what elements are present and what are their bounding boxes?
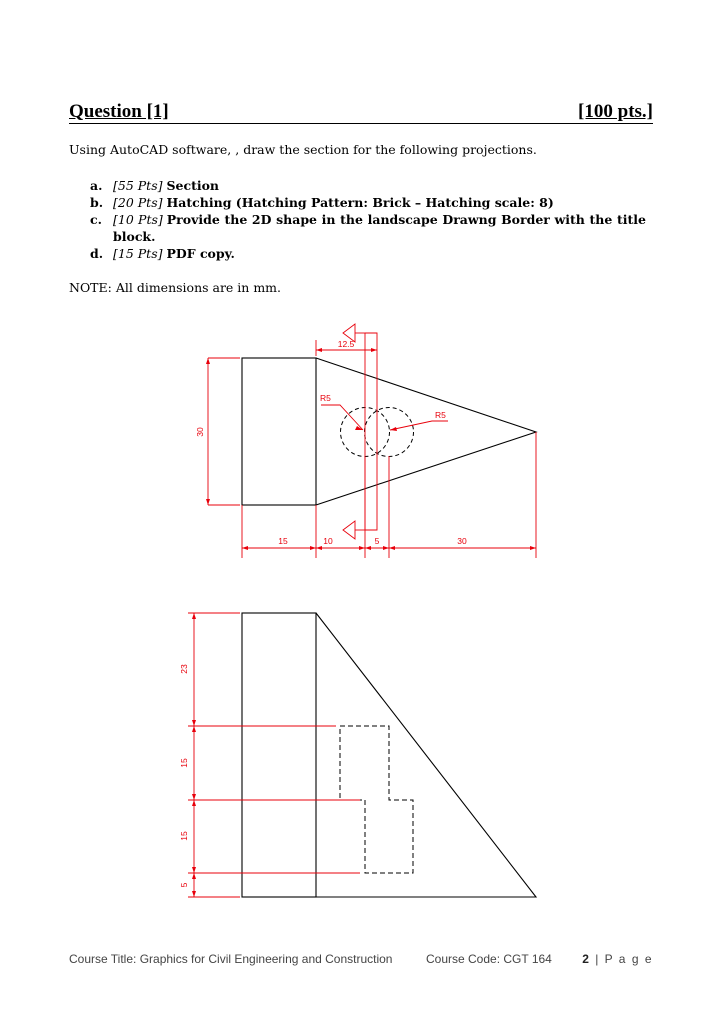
front-view-rectangle xyxy=(242,613,316,897)
intro-text: Using AutoCAD software, , draw the section for the following projections. xyxy=(69,142,537,157)
dim-23-label: 23 xyxy=(179,664,189,674)
task-description: Section xyxy=(166,178,220,193)
course-title: Course Title: Graphics for Civil Engineering and Construction xyxy=(69,952,393,966)
dim-5-label: 5 xyxy=(374,536,380,546)
leader-r5-right xyxy=(390,421,448,430)
front-view xyxy=(179,613,536,897)
task-description: PDF copy. xyxy=(166,246,235,261)
task-marker: b. xyxy=(90,195,104,210)
page-label: | P a g e xyxy=(595,952,653,966)
page-number: 2 xyxy=(582,952,591,966)
task-points: [15 Pts] xyxy=(113,246,163,261)
dim-30-horizontal-label: 30 xyxy=(457,536,467,546)
task-marker: d. xyxy=(90,246,104,261)
front-view-outline xyxy=(242,613,536,897)
page-indicator xyxy=(582,952,653,966)
top-view-wedge xyxy=(316,358,536,505)
front-view-triangle xyxy=(316,613,536,897)
task-points: [55 Pts] xyxy=(113,178,163,193)
dim-15-lower-label: 15 xyxy=(179,831,189,841)
page-footer xyxy=(69,952,653,968)
question-title: Question [1] xyxy=(69,101,169,122)
note-text: NOTE: All dimensions are in mm. xyxy=(69,280,282,295)
task-marker: c. xyxy=(90,212,102,227)
cutting-plane-line xyxy=(365,333,377,530)
task-marker: a. xyxy=(90,178,103,193)
dim-15-upper-label: 15 xyxy=(179,758,189,768)
top-view xyxy=(195,324,536,558)
front-view-dimensions xyxy=(188,613,360,897)
section-arrow-bottom xyxy=(343,521,355,539)
dim-r5-right-label: R5 xyxy=(435,410,446,420)
task-points: [10 Pts] xyxy=(113,212,163,227)
dim-30-vertical-label: 30 xyxy=(195,427,205,437)
top-view-rectangle xyxy=(242,358,316,505)
dim-15-label: 15 xyxy=(278,536,288,546)
course-code: Course Code: CGT 164 xyxy=(426,952,552,966)
task-points: [20 Pts] xyxy=(113,195,163,210)
dim-r5-left-label: R5 xyxy=(320,393,331,403)
hidden-slot xyxy=(340,726,413,873)
dim-12-5-label: 12.5 xyxy=(337,339,355,349)
task-description: Provide the 2D shape in the landscape Drawng Border with the title block. xyxy=(113,212,646,244)
dim-10-label: 10 xyxy=(323,536,333,546)
dim-5-label: 5 xyxy=(179,882,189,888)
top-view-dimensions xyxy=(208,324,536,558)
question-points: [100 pts.] xyxy=(578,101,653,122)
task-description: Hatching (Hatching Pattern: Brick – Hatching scale: 8) xyxy=(166,195,554,210)
